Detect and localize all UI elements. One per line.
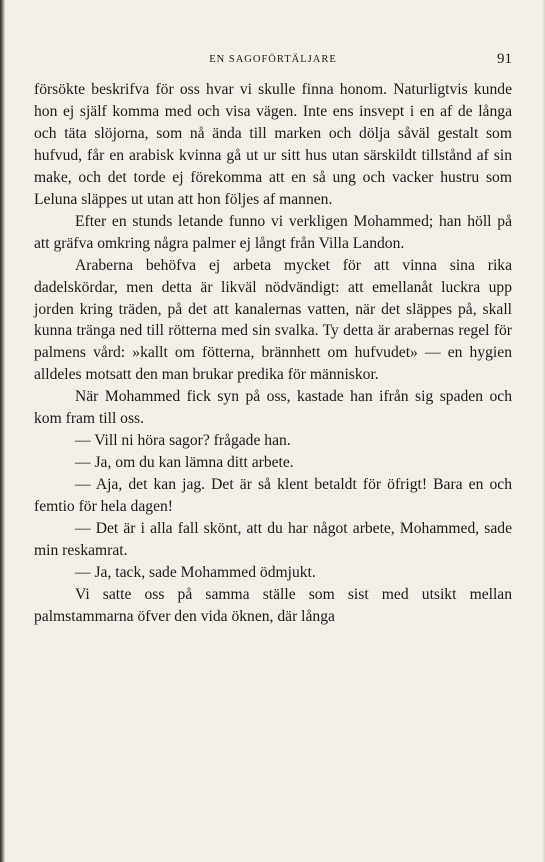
running-title: EN SAGOFÖRTÄLJARE [209,54,337,65]
page-number: 91 [497,51,512,67]
paragraph-continued: försökte beskrifva för oss hvar vi skulle finna honom. Naturligtvis kunde hon ej själf komma med och visa vägen. Inte ens insvept i en af de långa och täta slöjorna, som nå ända till marken och dölja såväl gestalt som hufvud, får en arabisk kvinna gå ut ur sitt hus utan särskildt tillstånd af sin make, och det torde ej förekomma att en så ung och vacker hustru som Leluna släppes ut utan att hon följes af mannen. [34,81,512,208]
paragraph: Efter en stunds letande funno vi verkligen Mohammed; han höll på att gräfva omkring några palmer ej långt från Villa Landon. [34,212,512,252]
running-head [34,53,512,69]
dialogue-line: — Vill ni höra sagor? frågade han. [75,432,291,450]
dialogue-line: — Ja, om du kan lämna ditt arbete. [75,454,294,472]
page-binding-edge [0,0,5,862]
dialogue-line: — Aja, det kan jag. Det är så klent betaldt för öfrigt! Bara en och femtio för hela dagen! [34,476,512,516]
paragraph: Araberna behöfva ej arbeta mycket för att vinna sina rika dadelskördar, men detta är likväl nödvändigt: att emellanåt luckra upp jorden kring träden, på det att kanalernas vatten, när det släppes på, skall kunna tränga ned till rötterna med sin svalka. Ty detta är arabernas regel för palmens vård: »kallt om fötterna, brännhett om hufvudet» — en hygien alldeles motsatt den man brukar predika för människor. [34,256,512,384]
dialogue-line: — Ja, tack, sade Mohammed ödmjukt. [75,563,316,581]
dialogue-line: — Det är i alla fall skönt, att du har något arbete, Mohammed, sade min reskamrat. [34,520,512,560]
paragraph: När Mohammed fick syn på oss, kastade han ifrån sig spaden och kom fram till oss. [34,388,512,428]
page-body [34,79,512,628]
paragraph: Vi satte oss på samma ställe som sist med utsikt mellan palmstammarna öfver den vida öknen, där långa [34,585,512,625]
